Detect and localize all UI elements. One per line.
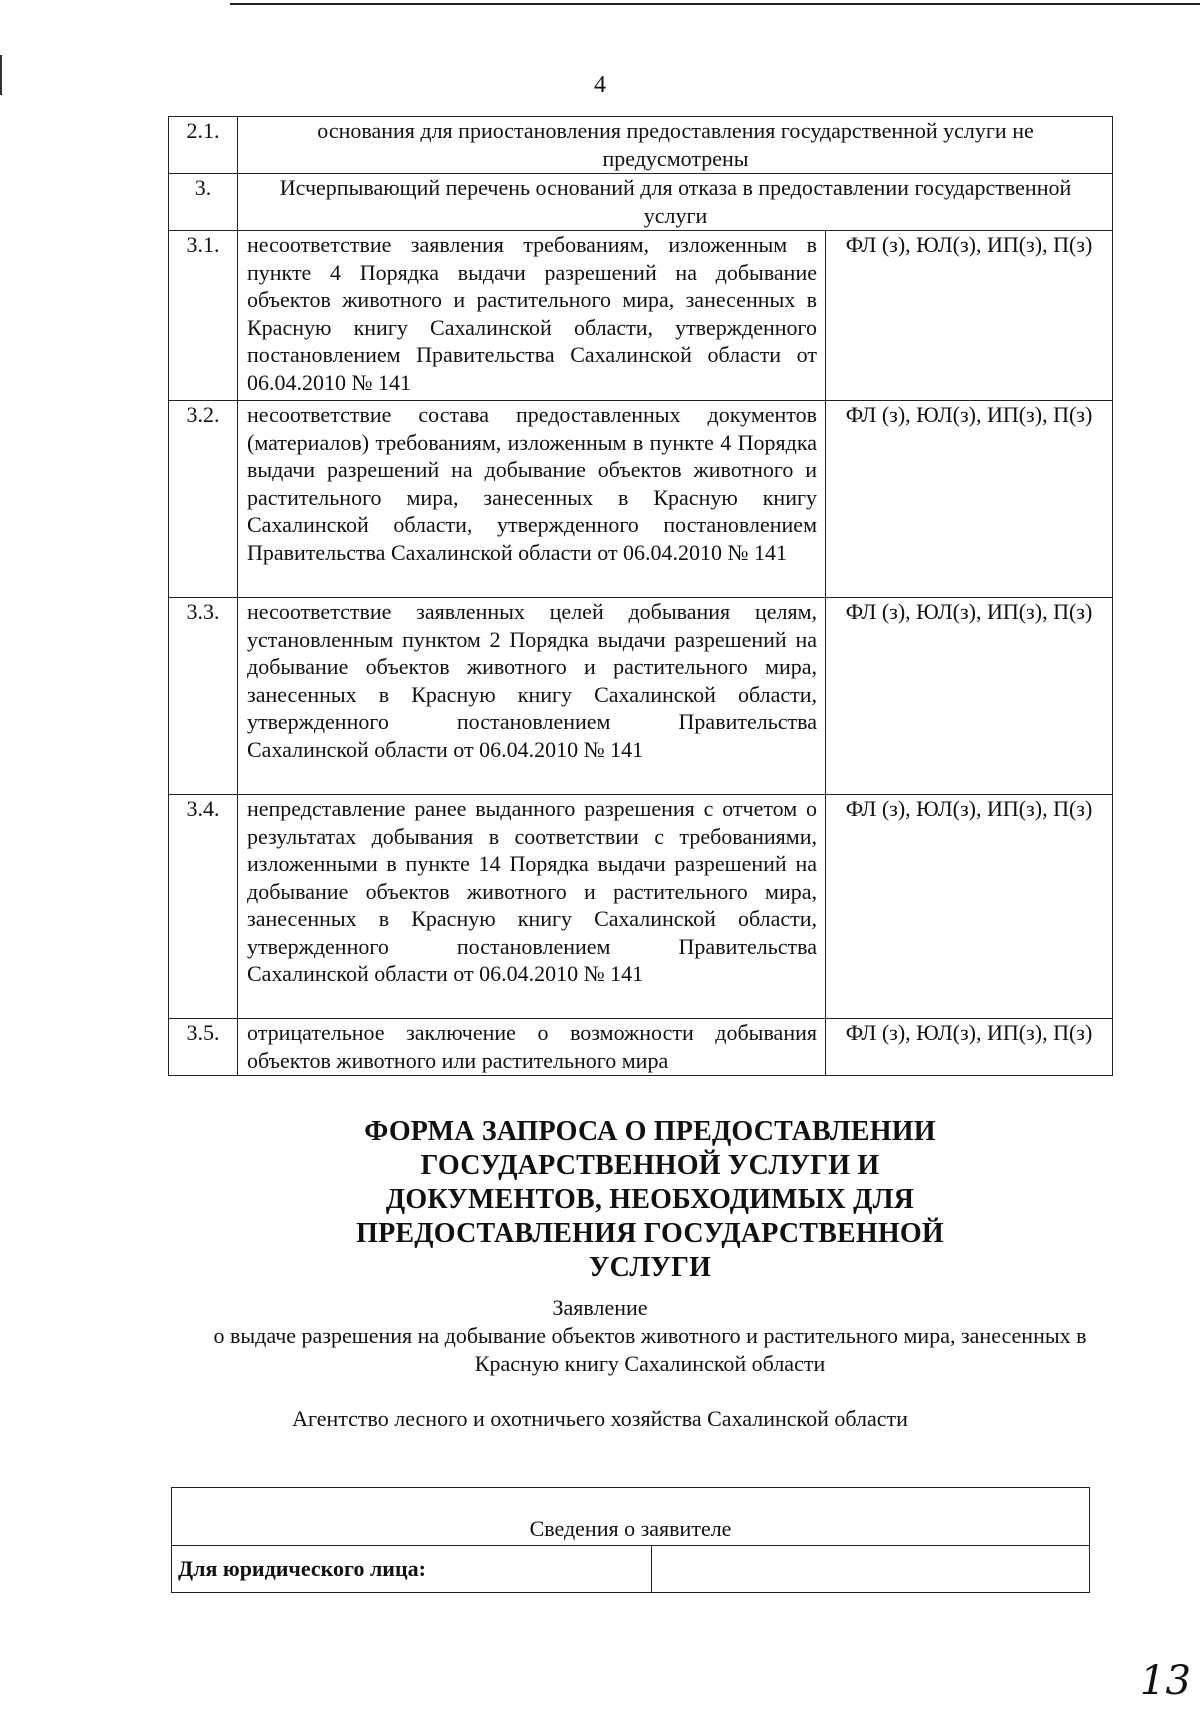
row-text: несоответствие состава предоставленных документов (материалов) требованиям, изложенным в пункте 4 Порядка выдачи разрешений на добывание объектов животного и растительного мира, занесенных в Красную книгу Сахалинской области, утвержденного постановлением Правительства Сахалинской области от 06.04.2010 № 141 (238, 401, 826, 598)
row-number: 3.4. (169, 795, 238, 1019)
legal-entity-value (652, 1546, 1090, 1593)
table-row (169, 598, 1113, 795)
table-row (172, 1546, 1090, 1593)
row-applicants: ФЛ (з), ЮЛ(з), ИП(з), П(з) (826, 795, 1113, 1019)
row-number: 3. (169, 174, 238, 231)
applicant-info-header: Сведения о заявителе (172, 1488, 1090, 1546)
statement-description: о выдаче разрешения на добывание объектов животного и растительного мира, занесенных в Красную книгу Сахалинской области (213, 1323, 1087, 1376)
table-row (172, 1488, 1090, 1546)
table-row (169, 401, 1113, 598)
legal-entity-label: Для юридического лица: (172, 1546, 652, 1593)
row-number: 2.1. (169, 117, 238, 174)
row-text: непредставление ранее выданного разрешения с отчетом о результатах добывания в соответствии с требованиями, изложенными в пункте 14 Порядка выдачи разрешений на добывание объектов животного и растительного мира, занесенных в Красную книгу Сахалинской области, утвержденного постановлением Правительства Сахалинской области от 06.04.2010 № 141 (238, 795, 826, 1019)
row-applicants: ФЛ (з), ЮЛ(з), ИП(з), П(з) (826, 231, 1113, 401)
table-row (169, 117, 1113, 174)
row-text: Исчерпывающий перечень оснований для отказа в предоставлении государственной услуги (238, 174, 1113, 231)
handwritten-sheet-number: 13 (1140, 1658, 1191, 1704)
row-text: несоответствие заявления требованиям, изложенным в пункте 4 Порядка выдачи разрешений на добывание объектов животного и растительного мира, занесенных в Красную книгу Сахалинской области, утвержденного постановлением Правительства Сахалинской области от 06.04.2010 № 141 (238, 231, 826, 401)
grounds-table (168, 116, 1113, 1076)
table-row (169, 795, 1113, 1019)
table-row (169, 1019, 1113, 1076)
row-number: 3.5. (169, 1019, 238, 1076)
row-applicants: ФЛ (з), ЮЛ(з), ИП(з), П(з) (826, 401, 1113, 598)
row-applicants: ФЛ (з), ЮЛ(з), ИП(з), П(з) (826, 598, 1113, 795)
table-row (169, 231, 1113, 401)
row-text: основания для приостановления предоставления государственной услуги не предусмотрены (238, 117, 1113, 174)
row-applicants: ФЛ (з), ЮЛ(з), ИП(з), П(з) (826, 1019, 1113, 1076)
statement-heading: Заявление (552, 1295, 648, 1320)
row-number: 3.1. (169, 231, 238, 401)
row-number: 3.2. (169, 401, 238, 598)
row-text: несоответствие заявленных целей добывания целям, установленным пунктом 2 Порядка выдачи разрешений на добывание объектов животного и растительного мира, занесенных в Красную книгу Сахалинской области, утвержденного постановлением Правительства Сахалинской области от 06.04.2010 № 141 (238, 598, 826, 795)
applicant-info-table (171, 1487, 1090, 1593)
page-number: 4 (594, 72, 606, 98)
row-text: отрицательное заключение о возможности добывания объектов животного или растительного мира (238, 1019, 826, 1076)
form-title: ФОРМА ЗАПРОСА О ПРЕДОСТАВЛЕНИИ ГОСУДАРСТВЕННОЙ УСЛУГИ И ДОКУМЕНТОВ, НЕОБХОДИМЫХ ДЛЯ ПРЕДОСТАВЛЕНИЯ ГОСУДАРСТВЕННОЙ УСЛУГИ (356, 1116, 944, 1283)
table-row (169, 174, 1113, 231)
top-border-line (230, 3, 1200, 5)
row-number: 3.3. (169, 598, 238, 795)
agency-name: Агентство лесного и охотничьего хозяйства Сахалинской области (292, 1406, 908, 1431)
